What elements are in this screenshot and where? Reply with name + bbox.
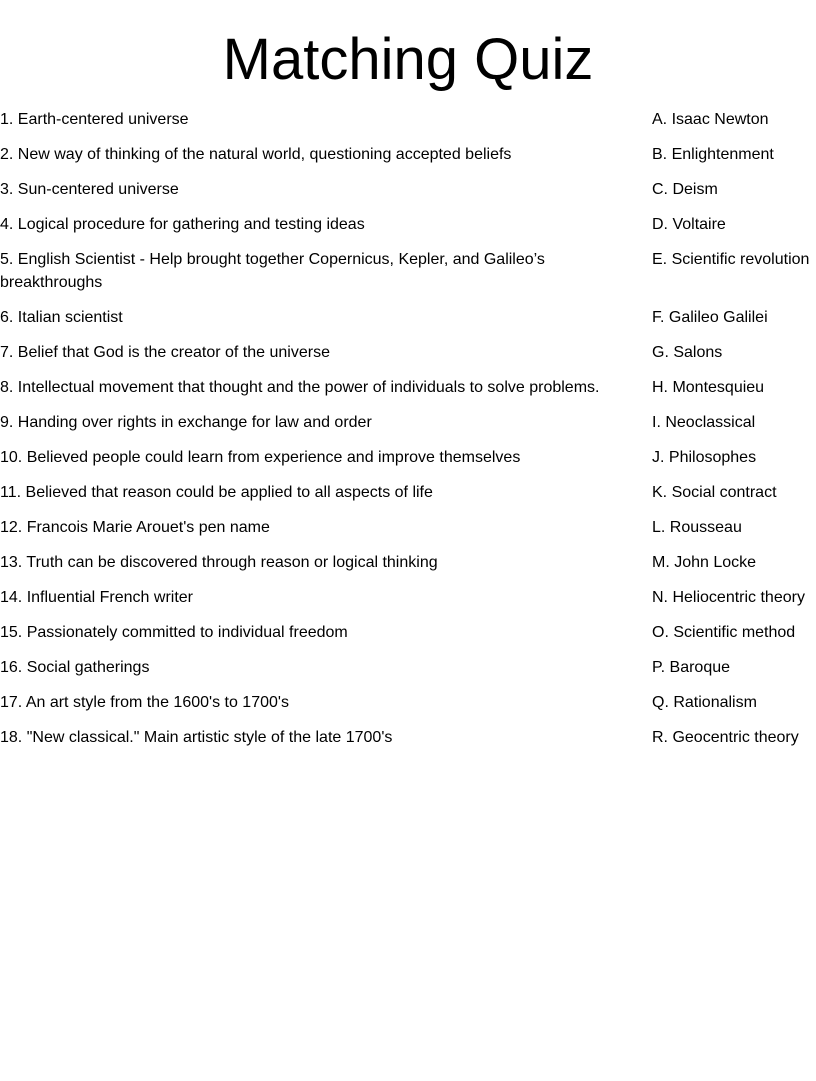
question-text: Intellectual movement that thought and the power of individuals to solve problems. — [17, 378, 600, 396]
answer-item — [652, 586, 816, 609]
answer-letter: B. — [652, 145, 668, 163]
quiz-row — [0, 551, 816, 574]
question-text: Earth-centered universe — [17, 110, 189, 128]
question-item — [0, 726, 652, 749]
question-number: 7. — [0, 343, 14, 361]
answer-text: Rationalism — [673, 693, 757, 711]
answer-text: Voltaire — [672, 215, 726, 233]
answer-text: Scientific method — [673, 623, 796, 641]
question-item — [0, 213, 652, 236]
answer-text: Philosophes — [668, 448, 757, 466]
answer-letter: J. — [652, 448, 665, 466]
answer-letter: I. — [652, 413, 661, 431]
answer-text: Enlightenment — [671, 145, 774, 163]
answer-text: Social contract — [671, 483, 777, 501]
answer-letter: F. — [652, 308, 665, 326]
answer-text: Isaac Newton — [671, 110, 769, 128]
answer-text: Deism — [672, 180, 718, 198]
quiz-row — [0, 691, 816, 714]
question-number: 3. — [0, 180, 14, 198]
question-item — [0, 551, 652, 574]
answer-text: Baroque — [669, 658, 731, 676]
question-item — [0, 178, 652, 201]
question-number: 1. — [0, 110, 14, 128]
question-text: Sun-centered universe — [17, 180, 179, 198]
answer-item — [652, 726, 816, 749]
answer-item — [652, 446, 816, 469]
answer-letter: Q. — [652, 693, 669, 711]
question-item — [0, 481, 652, 504]
quiz-row — [0, 376, 816, 399]
question-item — [0, 586, 652, 609]
answer-item — [652, 306, 816, 329]
quiz-row — [0, 586, 816, 609]
question-number: 11. — [0, 483, 22, 501]
answer-item — [652, 143, 816, 166]
quiz-row — [0, 516, 816, 539]
question-text: Handing over rights in exchange for law and order — [17, 413, 372, 431]
question-item — [0, 411, 652, 434]
question-text: Influential French writer — [26, 588, 193, 606]
question-text: Social gatherings — [26, 658, 150, 676]
quiz-row — [0, 726, 816, 749]
question-text: Italian scientist — [17, 308, 123, 326]
question-text: An art style from the 1600's to 1700's — [25, 693, 289, 711]
question-item — [0, 248, 652, 294]
answer-letter: L. — [652, 518, 666, 536]
answer-item — [652, 691, 816, 714]
question-item — [0, 516, 652, 539]
answer-letter: D. — [652, 215, 668, 233]
question-number: 2. — [0, 145, 14, 163]
answer-item — [652, 551, 816, 574]
answer-item — [652, 108, 816, 131]
answer-letter: N. — [652, 588, 668, 606]
question-number: 14. — [0, 588, 23, 606]
question-number: 13. — [0, 553, 23, 571]
question-number: 4. — [0, 215, 14, 233]
answer-item — [652, 178, 816, 201]
answer-item — [652, 248, 816, 271]
matching-list — [0, 108, 816, 749]
answer-item — [652, 516, 816, 539]
question-text: "New classical." Main artistic style of the late 1700's — [26, 728, 393, 746]
question-number: 5. — [0, 250, 14, 268]
quiz-row — [0, 213, 816, 236]
question-number: 9. — [0, 413, 14, 431]
question-item — [0, 341, 652, 364]
answer-text: Galileo Galilei — [668, 308, 768, 326]
answer-text: Salons — [673, 343, 723, 361]
quiz-page — [0, 25, 816, 1081]
question-number: 15. — [0, 623, 23, 641]
quiz-row — [0, 143, 816, 166]
quiz-row — [0, 248, 816, 294]
answer-letter: K. — [652, 483, 668, 501]
question-text: Believed people could learn from experience and improve themselves — [26, 448, 521, 466]
answer-letter: C. — [652, 180, 668, 198]
answer-letter: A. — [652, 110, 668, 128]
answer-item — [652, 341, 816, 364]
question-number: 16. — [0, 658, 23, 676]
answer-letter: E. — [652, 250, 668, 268]
question-text: New way of thinking of the natural world, questioning accepted beliefs — [17, 145, 512, 163]
answer-letter: M. — [652, 553, 670, 571]
answer-text: Montesquieu — [672, 378, 765, 396]
page-title: Matching Quiz — [222, 27, 594, 92]
answer-item — [652, 656, 816, 679]
answer-item — [652, 481, 816, 504]
question-number: 17. — [0, 693, 23, 711]
question-item — [0, 446, 652, 469]
question-number: 12. — [0, 518, 23, 536]
question-item — [0, 691, 652, 714]
question-item — [0, 306, 652, 329]
quiz-row — [0, 656, 816, 679]
question-item — [0, 656, 652, 679]
question-text: Logical procedure for gathering and testing ideas — [17, 215, 365, 233]
question-item — [0, 376, 652, 399]
answer-text: Heliocentric theory — [672, 588, 805, 606]
question-text: Belief that God is the creator of the universe — [17, 343, 330, 361]
answer-letter: R. — [652, 728, 668, 746]
question-text: Believed that reason could be applied to all aspects of life — [25, 483, 433, 501]
answer-text: John Locke — [674, 553, 757, 571]
quiz-row — [0, 341, 816, 364]
answer-text: Geocentric theory — [672, 728, 799, 746]
question-item — [0, 108, 652, 131]
question-text: Francois Marie Arouet's pen name — [26, 518, 270, 536]
answer-text: Rousseau — [669, 518, 742, 536]
answer-letter: H. — [652, 378, 668, 396]
quiz-row — [0, 306, 816, 329]
answer-text: Neoclassical — [665, 413, 756, 431]
answer-text: Scientific revolution — [671, 250, 810, 268]
question-item — [0, 621, 652, 644]
answer-item — [652, 376, 816, 399]
quiz-row — [0, 446, 816, 469]
question-number: 8. — [0, 378, 14, 396]
question-item — [0, 143, 652, 166]
answer-letter: P. — [652, 658, 666, 676]
question-text: English Scientist - Help brought together Copernicus, Kepler, and Galileo’s breakthroughs — [0, 250, 550, 291]
quiz-row — [0, 108, 816, 131]
quiz-row — [0, 621, 816, 644]
answer-item — [652, 213, 816, 236]
answer-item — [652, 411, 816, 434]
answer-item — [652, 621, 816, 644]
quiz-row — [0, 178, 816, 201]
answer-letter: G. — [652, 343, 669, 361]
question-text: Truth can be discovered through reason or logical thinking — [26, 553, 438, 571]
quiz-row — [0, 411, 816, 434]
question-number: 6. — [0, 308, 14, 326]
answer-letter: O. — [652, 623, 669, 641]
question-number: 10. — [0, 448, 23, 466]
question-number: 18. — [0, 728, 23, 746]
quiz-row — [0, 481, 816, 504]
question-text: Passionately committed to individual freedom — [26, 623, 348, 641]
